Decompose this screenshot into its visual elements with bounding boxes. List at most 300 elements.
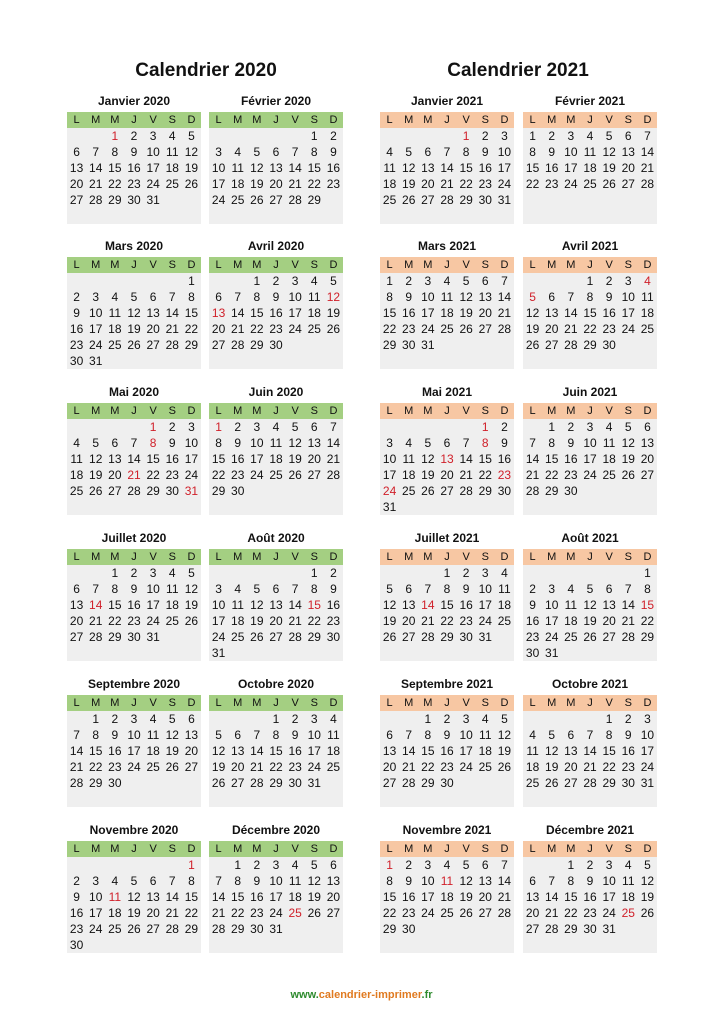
day-cell: 18 [640, 306, 655, 320]
day-cell: 3 [424, 274, 432, 288]
weekday-label: M [91, 697, 101, 709]
weekday-label: L [529, 114, 536, 126]
weekday-label: M [91, 114, 101, 126]
day-cell: 15 [231, 890, 245, 904]
month-title: Août 2021 [561, 531, 619, 545]
day-cell: 8 [111, 145, 119, 159]
day-cell: 28 [326, 468, 341, 482]
weekday-label: V [605, 259, 613, 271]
day-cell: 27 [69, 630, 84, 644]
day-cell: 11 [526, 744, 539, 758]
day-cell: 16 [440, 744, 454, 758]
day-cell: 26 [326, 322, 341, 336]
empty-cell [561, 565, 580, 581]
day-cell: 14 [89, 161, 103, 175]
day-cell: 17 [89, 906, 103, 920]
day-cell: 8 [111, 582, 119, 596]
day-cell: 20 [478, 890, 492, 904]
day-cell: 9 [130, 582, 138, 596]
day-cell: 23 [127, 614, 141, 628]
day-cell: 3 [92, 290, 100, 304]
day-cell: 6 [272, 582, 280, 596]
weekday-label: D [643, 697, 652, 709]
day-cell: 2 [567, 420, 575, 434]
day-cell: 3 [215, 582, 222, 596]
day-cell: 29 [211, 484, 226, 498]
day-cell: 3 [644, 712, 651, 726]
day-cell: 24 [211, 630, 226, 644]
weekday-label: S [310, 697, 318, 709]
day-cell: 3 [272, 858, 280, 872]
weekday-label: M [110, 551, 120, 563]
day-cell: 30 [231, 484, 245, 498]
day-cell: 25 [269, 468, 283, 482]
day-cell: 18 [69, 468, 84, 482]
day-cell: 5 [188, 129, 195, 143]
weekday-label: L [73, 843, 80, 855]
day-cell: 8 [234, 874, 242, 888]
day-cell: 6 [405, 582, 413, 596]
day-cell: 29 [640, 630, 655, 644]
empty-cell [380, 419, 399, 435]
empty-cell [247, 565, 266, 581]
day-cell: 14 [621, 598, 635, 612]
day-cell: 3 [253, 420, 261, 434]
empty-cell [437, 419, 456, 435]
day-cell: 12 [497, 728, 512, 742]
month-title: Avril 2021 [561, 239, 619, 253]
month-title: Décembre 2020 [231, 823, 321, 837]
day-cell: 3 [130, 712, 138, 726]
day-cell: 13 [69, 598, 84, 612]
weekday-header [67, 257, 201, 273]
day-cell: 28 [127, 484, 141, 498]
month-title: Mars 2020 [104, 239, 164, 253]
empty-cell [523, 273, 542, 289]
day-cell: 29 [269, 776, 283, 790]
day-cell: 15 [269, 744, 283, 758]
weekday-label: V [605, 697, 613, 709]
empty-cell [247, 128, 266, 144]
day-cell: 15 [108, 161, 122, 175]
day-cell: 7 [501, 274, 508, 288]
month-block [67, 384, 201, 515]
weekday-label: M [423, 697, 433, 709]
day-cell: 4 [111, 290, 119, 304]
weekday-label: S [168, 697, 176, 709]
holiday-day: 12 [326, 290, 341, 304]
day-cell: 10 [545, 598, 559, 612]
day-cell: 8 [253, 290, 261, 304]
weekday-label: S [481, 405, 489, 417]
day-cell: 3 [215, 145, 222, 159]
day-cell: 16 [621, 744, 635, 758]
weekday-label: M [233, 697, 243, 709]
day-cell: 4 [291, 858, 299, 872]
day-cell: 10 [288, 290, 302, 304]
day-cell: 9 [272, 290, 280, 304]
day-cell: 16 [497, 452, 512, 466]
day-cell: 22 [146, 468, 160, 482]
holiday-day: 21 [127, 468, 141, 482]
day-cell: 11 [641, 290, 654, 304]
day-cell: 7 [291, 145, 299, 159]
day-cell: 24 [146, 177, 160, 191]
weekday-label: D [187, 405, 196, 417]
day-cell: 19 [250, 614, 264, 628]
day-cell: 3 [501, 129, 508, 143]
weekday-label: J [444, 551, 450, 563]
weekday-label: D [643, 405, 652, 417]
empty-cell [542, 711, 561, 727]
day-cell: 14 [69, 744, 84, 758]
day-cell: 30 [127, 193, 141, 207]
holiday-day: 4 [644, 274, 651, 288]
day-cell: 26 [127, 922, 141, 936]
empty-cell [399, 419, 418, 435]
weekday-label: M [233, 259, 243, 271]
day-cell: 16 [326, 161, 341, 175]
empty-cell [418, 419, 437, 435]
empty-cell [380, 565, 399, 581]
weekday-label: J [273, 114, 279, 126]
day-cell: 27 [564, 776, 578, 790]
day-cell: 21 [326, 452, 341, 466]
day-cell: 18 [288, 890, 302, 904]
month-title: Juillet 2021 [414, 531, 480, 545]
weekday-header [523, 257, 657, 273]
weekday-label: V [149, 551, 157, 563]
weekday-label: V [149, 843, 157, 855]
day-cell: 24 [269, 906, 283, 920]
empty-cell [163, 857, 182, 873]
day-cell: 1 [529, 129, 536, 143]
weekday-label: S [481, 551, 489, 563]
month-title: Septembre 2020 [87, 677, 181, 691]
day-cell: 11 [146, 728, 160, 742]
empty-cell [86, 273, 105, 289]
day-grid [67, 128, 201, 224]
weekday-label: D [643, 114, 652, 126]
weekday-label: M [233, 551, 243, 563]
day-cell: 2 [443, 712, 451, 726]
day-cell: 22 [307, 614, 321, 628]
day-cell: 5 [253, 145, 261, 159]
day-cell: 21 [165, 322, 179, 336]
day-cell: 1 [424, 712, 432, 726]
day-cell: 28 [288, 630, 302, 644]
day-cell: 27 [307, 468, 321, 482]
day-cell: 29 [564, 922, 578, 936]
day-cell: 14 [497, 874, 512, 888]
day-grid [209, 565, 343, 661]
day-cell: 11 [440, 290, 454, 304]
weekday-label: M [547, 405, 557, 417]
empty-cell [144, 857, 163, 873]
day-cell: 22 [108, 614, 122, 628]
day-cell: 22 [382, 906, 397, 920]
day-cell: 14 [525, 452, 540, 466]
day-cell: 3 [188, 420, 195, 434]
day-cell: 26 [402, 193, 416, 207]
weekday-label: M [404, 843, 414, 855]
day-cell: 3 [548, 582, 556, 596]
empty-cell [523, 419, 542, 435]
day-cell: 30 [69, 354, 84, 368]
empty-cell [124, 419, 143, 435]
day-cell: 8 [310, 145, 318, 159]
day-cell: 22 [382, 322, 397, 336]
day-cell: 13 [184, 728, 199, 742]
day-cell: 13 [269, 161, 283, 175]
month-title: Novembre 2020 [89, 823, 179, 837]
day-grid [523, 128, 657, 224]
day-cell: 11 [231, 161, 244, 175]
day-cell: 13 [307, 436, 321, 450]
day-cell: 19 [602, 161, 616, 175]
day-cell: 18 [108, 322, 122, 336]
day-cell: 14 [127, 452, 141, 466]
day-cell: 18 [231, 177, 245, 191]
empty-cell [228, 711, 247, 727]
day-cell: 4 [168, 129, 176, 143]
day-cell: 7 [424, 582, 432, 596]
day-cell: 13 [108, 452, 122, 466]
weekday-label: L [386, 697, 393, 709]
day-cell: 27 [269, 193, 283, 207]
month-block [380, 822, 514, 953]
day-cell: 16 [269, 306, 283, 320]
day-cell: 14 [545, 890, 559, 904]
day-cell: 29 [89, 776, 103, 790]
day-cell: 25 [146, 760, 160, 774]
weekday-label: V [605, 405, 613, 417]
day-cell: 11 [166, 582, 179, 596]
day-cell: 25 [165, 177, 179, 191]
day-cell: 28 [250, 776, 264, 790]
day-cell: 26 [127, 338, 141, 352]
empty-cell [266, 128, 285, 144]
day-cell: 5 [462, 858, 470, 872]
day-cell: 26 [640, 906, 655, 920]
weekday-label: J [444, 405, 450, 417]
day-cell: 29 [382, 338, 397, 352]
weekday-label: V [462, 697, 470, 709]
day-cell: 6 [73, 582, 80, 596]
day-cell: 12 [307, 874, 321, 888]
weekday-label: L [73, 405, 80, 417]
holiday-day: 1 [111, 129, 119, 143]
holiday-day: 13 [440, 452, 454, 466]
day-cell: 19 [382, 614, 397, 628]
weekday-label: M [423, 114, 433, 126]
weekday-label: D [643, 843, 652, 855]
day-cell: 13 [146, 890, 160, 904]
day-cell: 14 [165, 890, 179, 904]
day-cell: 30 [621, 776, 635, 790]
day-cell: 7 [92, 145, 100, 159]
day-cell: 9 [130, 145, 138, 159]
day-cell: 11 [383, 161, 396, 175]
day-cell: 16 [478, 161, 492, 175]
weekday-label: D [500, 697, 509, 709]
day-cell: 20 [269, 614, 283, 628]
day-cell: 31 [478, 630, 492, 644]
day-cell: 17 [184, 452, 199, 466]
day-cell: 5 [605, 129, 613, 143]
day-cell: 31 [146, 193, 160, 207]
day-cell: 7 [548, 874, 556, 888]
empty-cell [247, 711, 266, 727]
holiday-day: 1 [149, 420, 157, 434]
day-cell: 1 [234, 858, 242, 872]
empty-cell [105, 857, 124, 873]
day-cell: 23 [602, 322, 616, 336]
day-cell: 1 [386, 274, 393, 288]
day-cell: 11 [498, 582, 511, 596]
day-cell: 17 [89, 322, 103, 336]
holiday-day: 8 [481, 436, 489, 450]
day-cell: 22 [184, 322, 199, 336]
day-cell: 6 [310, 420, 318, 434]
day-cell: 10 [146, 145, 160, 159]
day-cell: 17 [640, 744, 655, 758]
day-cell: 28 [211, 922, 226, 936]
day-cell: 17 [421, 306, 435, 320]
day-cell: 2 [330, 566, 337, 580]
day-cell: 30 [440, 776, 454, 790]
weekday-label: L [215, 551, 222, 563]
day-cell: 23 [127, 177, 141, 191]
weekday-label: L [529, 843, 536, 855]
weekday-label: L [529, 405, 536, 417]
day-cell: 13 [525, 890, 540, 904]
day-cell: 20 [621, 161, 635, 175]
weekday-header [523, 841, 657, 857]
day-cell: 27 [382, 776, 397, 790]
holiday-day: 5 [529, 290, 536, 304]
day-cell: 4 [330, 712, 337, 726]
day-cell: 25 [440, 322, 454, 336]
day-cell: 1 [92, 712, 100, 726]
day-cell: 12 [545, 744, 559, 758]
day-cell: 5 [624, 420, 632, 434]
day-cell: 28 [440, 193, 454, 207]
month-block [209, 93, 343, 224]
day-cell: 2 [624, 712, 632, 726]
day-cell: 26 [184, 614, 199, 628]
weekday-label: M [423, 259, 433, 271]
day-cell: 14 [211, 890, 226, 904]
day-cell: 23 [69, 922, 84, 936]
weekday-header [67, 112, 201, 128]
month-block [209, 384, 343, 515]
month-block [67, 530, 201, 661]
weekday-label: L [73, 114, 80, 126]
day-cell: 16 [127, 161, 141, 175]
weekday-label: V [149, 697, 157, 709]
weekday-label: D [187, 843, 196, 855]
weekday-label: L [215, 405, 222, 417]
day-cell: 3 [149, 129, 157, 143]
day-cell: 21 [165, 906, 179, 920]
day-grid [380, 857, 514, 953]
weekday-label: L [529, 551, 536, 563]
day-cell: 30 [402, 922, 416, 936]
day-cell: 14 [440, 161, 454, 175]
empty-cell [86, 128, 105, 144]
day-cell: 20 [402, 614, 416, 628]
day-cell: 24 [421, 322, 435, 336]
weekday-header [380, 549, 514, 565]
weekday-label: D [187, 551, 196, 563]
weekday-label: M [566, 551, 576, 563]
day-cell: 17 [127, 744, 141, 758]
day-cell: 7 [586, 728, 594, 742]
weekday-label: D [329, 697, 338, 709]
day-grid [209, 273, 343, 369]
day-cell: 25 [583, 177, 597, 191]
month-title: Septembre 2021 [400, 677, 494, 691]
weekday-label: M [566, 843, 576, 855]
empty-cell [124, 273, 143, 289]
day-cell: 15 [545, 452, 559, 466]
day-cell: 19 [288, 452, 302, 466]
day-cell: 4 [586, 129, 594, 143]
day-cell: 11 [583, 145, 597, 159]
weekday-label: L [215, 114, 222, 126]
day-cell: 12 [165, 728, 179, 742]
day-cell: 14 [288, 598, 302, 612]
day-cell: 29 [231, 922, 245, 936]
day-cell: 11 [402, 452, 415, 466]
day-cell: 2 [586, 858, 594, 872]
day-cell: 28 [640, 177, 655, 191]
weekday-label: V [462, 551, 470, 563]
day-cell: 15 [382, 890, 397, 904]
day-cell: 25 [402, 484, 416, 498]
weekday-label: L [386, 114, 393, 126]
weekday-label: M [91, 551, 101, 563]
day-cell: 27 [621, 177, 635, 191]
day-cell: 31 [307, 776, 321, 790]
website-footer[interactable] [0, 989, 723, 1001]
day-grid [67, 565, 201, 661]
weekday-label: S [310, 551, 318, 563]
day-cell: 26 [421, 484, 435, 498]
day-cell: 28 [231, 338, 245, 352]
day-cell: 10 [89, 306, 103, 320]
day-cell: 19 [127, 322, 141, 336]
day-cell: 20 [326, 890, 341, 904]
weekday-label: V [149, 114, 157, 126]
day-cell: 12 [459, 290, 473, 304]
weekday-header [523, 403, 657, 419]
weekday-label: M [566, 259, 576, 271]
empty-cell [399, 128, 418, 144]
weekday-header [209, 257, 343, 273]
day-cell: 11 [308, 290, 321, 304]
day-cell: 15 [583, 306, 597, 320]
day-cell: 6 [234, 728, 242, 742]
day-cell: 4 [405, 436, 413, 450]
day-cell: 17 [250, 452, 264, 466]
day-cell: 28 [525, 484, 540, 498]
day-cell: 30 [478, 193, 492, 207]
day-cell: 25 [69, 484, 84, 498]
empty-cell [228, 565, 247, 581]
weekday-label: S [168, 259, 176, 271]
